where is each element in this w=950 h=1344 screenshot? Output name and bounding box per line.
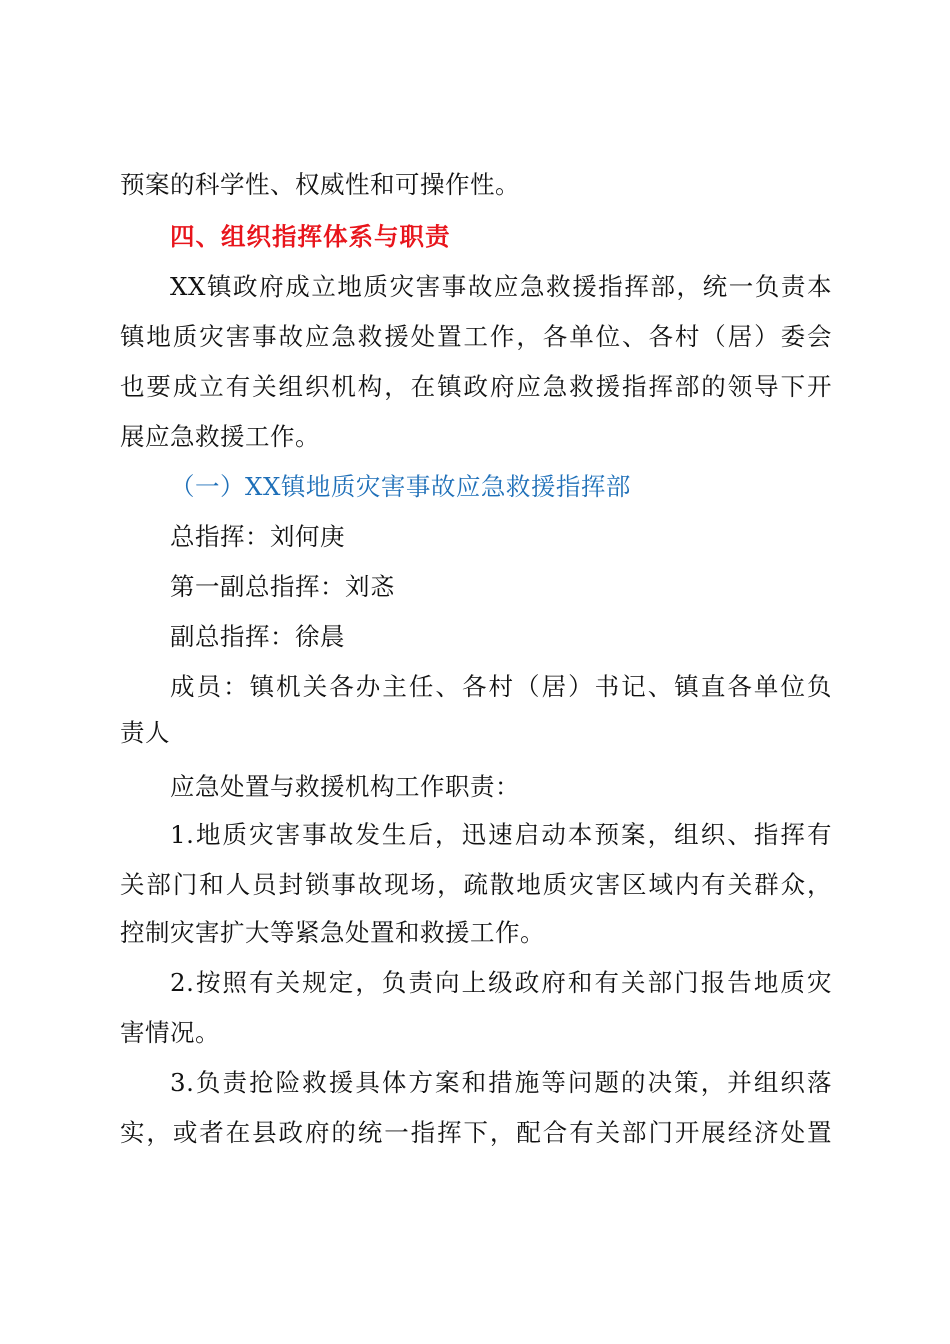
subsection-heading: （一）XX镇地质灾害事故应急救援指挥部 (170, 472, 631, 501)
text-line: 成员：镇机关各办主任、各村（居）书记、镇直各单位负 (170, 672, 832, 701)
section-heading: 四、组织指挥体系与职责 (170, 222, 451, 251)
text-line: 责人 (120, 718, 170, 747)
text-line: 控制灾害扩大等紧急处置和救援工作。 (120, 918, 545, 947)
text-line: 第一副总指挥：刘忞 (170, 572, 395, 601)
text-line: 也要成立有关组织机构，在镇政府应急救援指挥部的领导下开 (120, 372, 832, 401)
text-line: 3.负责抢险救援具体方案和措施等问题的决策，并组织落 (170, 1068, 832, 1097)
text-line: 1.地质灾害事故发生后，迅速启动本预案，组织、指挥有 (170, 820, 832, 849)
text-line: 预案的科学性、权威性和可操作性。 (120, 170, 520, 199)
text-line: 镇地质灾害事故应急救援处置工作，各单位、各村（居）委会 (120, 322, 832, 351)
text-line: 关部门和人员封锁事故现场，疏散地质灾害区域内有关群众， (120, 870, 832, 899)
text-line: 副总指挥：徐晨 (170, 622, 345, 651)
text-line: XX镇政府成立地质灾害事故应急救援指挥部，统一负责本 (170, 272, 832, 301)
text-line: 2.按照有关规定，负责向上级政府和有关部门报告地质灾 (170, 968, 832, 997)
text-line: 展应急救援工作。 (120, 422, 320, 451)
text-line: 总指挥：刘何庚 (170, 522, 345, 551)
text-line: 害情况。 (120, 1018, 220, 1047)
text-line: 实，或者在县政府的统一指挥下，配合有关部门开展经济处置 (120, 1118, 832, 1147)
text-line: 应急处置与救援机构工作职责： (170, 772, 520, 801)
